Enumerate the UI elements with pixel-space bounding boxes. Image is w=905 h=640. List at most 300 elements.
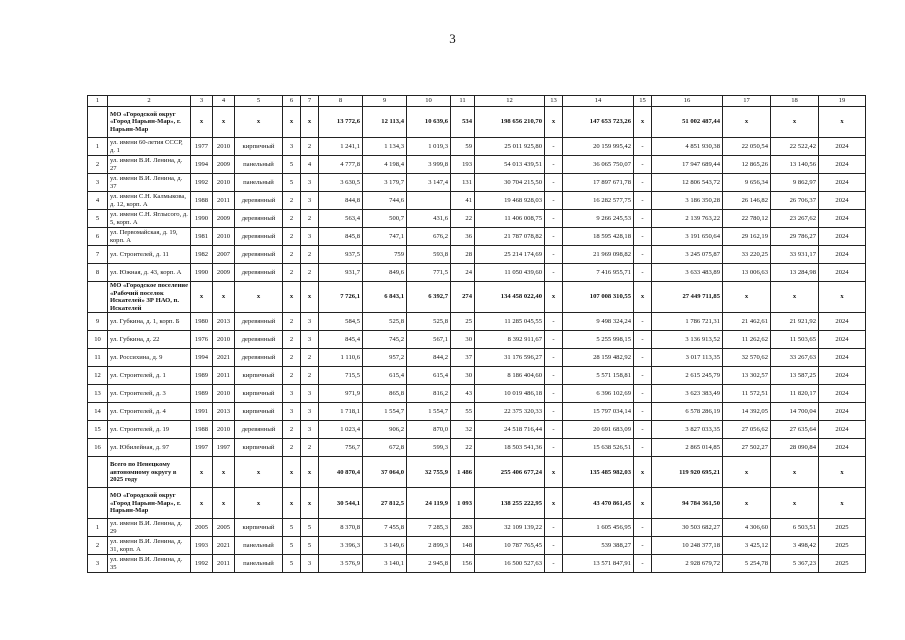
table-cell: 906,2 bbox=[363, 421, 407, 439]
table-cell: 19 468 928,03 bbox=[475, 192, 545, 210]
table-cell: 2011 bbox=[213, 192, 235, 210]
table-cell: - bbox=[545, 403, 563, 421]
table-row bbox=[88, 192, 866, 210]
table-cell: 3 bbox=[301, 313, 319, 331]
table-cell: 23 267,62 bbox=[771, 210, 819, 228]
table-cell: - bbox=[545, 331, 563, 349]
table-cell: 2010 bbox=[213, 138, 235, 156]
table-cell: 2 bbox=[283, 192, 301, 210]
table-cell: 12 865,26 bbox=[723, 156, 771, 174]
table-cell: 759 bbox=[363, 246, 407, 264]
table-cell: 18 503 541,36 bbox=[475, 439, 545, 457]
table-cell: 2024 bbox=[819, 385, 866, 403]
table-cell: 3 999,8 bbox=[407, 156, 451, 174]
table-cell: деревянный bbox=[235, 421, 283, 439]
table-cell: х bbox=[634, 282, 652, 313]
table-cell: х bbox=[819, 282, 866, 313]
table-cell: 2 bbox=[88, 537, 108, 555]
table-row bbox=[88, 367, 866, 385]
table-cell: х bbox=[235, 282, 283, 313]
table-cell: х bbox=[771, 457, 819, 488]
table-row bbox=[88, 349, 866, 367]
table-cell: 4 bbox=[301, 156, 319, 174]
table-cell: 43 bbox=[451, 385, 475, 403]
table-row bbox=[88, 156, 866, 174]
table-cell: 147 653 723,26 bbox=[563, 107, 634, 138]
table-cell: 30 704 215,50 bbox=[475, 174, 545, 192]
table-cell: 6 392,7 bbox=[407, 282, 451, 313]
address-cell: ул. имени В.И. Ленина, д. 35 bbox=[108, 555, 191, 573]
table-cell: 14 392,05 bbox=[723, 403, 771, 421]
table-cell: 18 595 428,18 bbox=[563, 228, 634, 246]
table-cell: 55 bbox=[451, 403, 475, 421]
table-cell: деревянный bbox=[235, 192, 283, 210]
table-cell: кирпичный bbox=[235, 385, 283, 403]
table-cell: 4 851 930,38 bbox=[652, 138, 723, 156]
table-cell: 33 267,63 bbox=[771, 349, 819, 367]
table-cell: 3 017 113,35 bbox=[652, 349, 723, 367]
table-cell: 3 623 383,49 bbox=[652, 385, 723, 403]
address-cell: ул. имени С.Н. Яглысого, д. 5, корп. А bbox=[108, 210, 191, 228]
table-cell: 1989 bbox=[191, 367, 213, 385]
table-cell: 7 455,8 bbox=[363, 519, 407, 537]
table-cell: 8 186 404,60 bbox=[475, 367, 545, 385]
table-cell: х bbox=[213, 457, 235, 488]
table-cell: х bbox=[191, 457, 213, 488]
table-cell: 2011 bbox=[213, 555, 235, 573]
table-cell: 7 416 955,71 bbox=[563, 264, 634, 282]
table-cell: панельный bbox=[235, 555, 283, 573]
table-cell: х bbox=[191, 107, 213, 138]
table-cell: х bbox=[771, 107, 819, 138]
table-row bbox=[88, 174, 866, 192]
table-cell: 1992 bbox=[191, 555, 213, 573]
table-cell: 1976 bbox=[191, 331, 213, 349]
table-cell: 16 500 527,63 bbox=[475, 555, 545, 573]
table-cell: 8 392 911,67 bbox=[475, 331, 545, 349]
table-cell: деревянный bbox=[235, 246, 283, 264]
table-cell: 745,2 bbox=[363, 331, 407, 349]
table-row bbox=[88, 228, 866, 246]
table-cell: 4 bbox=[88, 192, 108, 210]
table-cell: 12 113,4 bbox=[363, 107, 407, 138]
table-cell: - bbox=[545, 439, 563, 457]
table-cell: 17 897 671,78 bbox=[563, 174, 634, 192]
group-header-row bbox=[88, 282, 866, 313]
table-cell bbox=[88, 107, 108, 138]
table-cell: 1 134,3 bbox=[363, 138, 407, 156]
table-cell: - bbox=[634, 403, 652, 421]
table-cell: 1980 bbox=[191, 313, 213, 331]
table-cell: 3 186 350,28 bbox=[652, 192, 723, 210]
table-cell: 567,1 bbox=[407, 331, 451, 349]
table-cell: 2013 bbox=[213, 403, 235, 421]
table-cell: 747,1 bbox=[363, 228, 407, 246]
table-cell: 2 139 763,22 bbox=[652, 210, 723, 228]
table-cell: 7 bbox=[88, 246, 108, 264]
table-cell: х bbox=[723, 282, 771, 313]
table-cell: 119 920 695,21 bbox=[652, 457, 723, 488]
table-cell: 1 241,1 bbox=[319, 138, 363, 156]
table-cell: - bbox=[634, 537, 652, 555]
table-cell: х bbox=[819, 107, 866, 138]
table-cell: 6 bbox=[88, 228, 108, 246]
table-cell: 676,2 bbox=[407, 228, 451, 246]
table-cell: 2025 bbox=[819, 537, 866, 555]
table-cell: 599,3 bbox=[407, 439, 451, 457]
table-cell: 593,8 bbox=[407, 246, 451, 264]
table-cell: 5 571 158,81 bbox=[563, 367, 634, 385]
table-cell: 2024 bbox=[819, 210, 866, 228]
table-cell: 9 498 324,24 bbox=[563, 313, 634, 331]
address-cell: ул. Россихина, д. 9 bbox=[108, 349, 191, 367]
table-cell: 771,5 bbox=[407, 264, 451, 282]
table-cell: 4 306,60 bbox=[723, 519, 771, 537]
table-header-row bbox=[88, 96, 866, 107]
table-cell: 11 262,62 bbox=[723, 331, 771, 349]
table-cell: - bbox=[545, 264, 563, 282]
table-cell: 5 bbox=[301, 537, 319, 555]
table-cell: 24 119,9 bbox=[407, 488, 451, 519]
table-cell: - bbox=[545, 421, 563, 439]
table-cell: 11 503,65 bbox=[771, 331, 819, 349]
table-cell: 15 797 034,14 bbox=[563, 403, 634, 421]
header-cell: 15 bbox=[634, 96, 652, 107]
table-cell: 94 784 361,50 bbox=[652, 488, 723, 519]
table-cell: - bbox=[545, 555, 563, 573]
table-cell: х bbox=[634, 488, 652, 519]
table-cell: 3 179,7 bbox=[363, 174, 407, 192]
table-cell: 22 bbox=[451, 439, 475, 457]
table-cell: 37 bbox=[451, 349, 475, 367]
table-cell: 3 bbox=[88, 555, 108, 573]
table-cell: - bbox=[634, 210, 652, 228]
table-cell: 30 bbox=[451, 367, 475, 385]
table-cell: х bbox=[235, 107, 283, 138]
table-cell: панельный bbox=[235, 174, 283, 192]
table-cell: - bbox=[545, 519, 563, 537]
table-cell: 54 013 439,51 bbox=[475, 156, 545, 174]
data-table bbox=[87, 95, 866, 573]
table-cell: 3 bbox=[301, 403, 319, 421]
table-cell: 2024 bbox=[819, 367, 866, 385]
table-cell: 3 bbox=[283, 385, 301, 403]
table-cell: 12 bbox=[88, 367, 108, 385]
table-cell: 756,7 bbox=[319, 439, 363, 457]
table-cell: - bbox=[634, 174, 652, 192]
table-cell: 1977 bbox=[191, 138, 213, 156]
table-cell: 11 050 439,60 bbox=[475, 264, 545, 282]
table-cell: 3 bbox=[301, 331, 319, 349]
table-cell: 7 285,3 bbox=[407, 519, 451, 537]
table-cell: 134 458 022,40 bbox=[475, 282, 545, 313]
table-cell: 28 090,84 bbox=[771, 439, 819, 457]
table-cell: - bbox=[634, 246, 652, 264]
table-cell: - bbox=[545, 385, 563, 403]
table-cell: 816,2 bbox=[407, 385, 451, 403]
table-cell: 9 862,97 bbox=[771, 174, 819, 192]
table-cell: х bbox=[283, 282, 301, 313]
table-cell: 2 bbox=[283, 421, 301, 439]
table-cell: х bbox=[213, 488, 235, 519]
table-cell: 156 bbox=[451, 555, 475, 573]
header-cell: 10 bbox=[407, 96, 451, 107]
table-cell: - bbox=[634, 156, 652, 174]
group-header-row bbox=[88, 488, 866, 519]
table-cell: 3 bbox=[283, 138, 301, 156]
table-cell: - bbox=[634, 228, 652, 246]
table-cell: 4 198,4 bbox=[363, 156, 407, 174]
table-cell: - bbox=[545, 138, 563, 156]
table-cell: 3 149,6 bbox=[363, 537, 407, 555]
table-cell: 3 630,5 bbox=[319, 174, 363, 192]
table-cell: 1991 bbox=[191, 403, 213, 421]
table-cell: 2 bbox=[283, 367, 301, 385]
table-row bbox=[88, 519, 866, 537]
address-cell: ул. имени В.И. Ленина, д. 29 bbox=[108, 519, 191, 537]
table-cell: 3 498,42 bbox=[771, 537, 819, 555]
table-cell: 1 019,3 bbox=[407, 138, 451, 156]
table-cell: деревянный bbox=[235, 210, 283, 228]
table-cell: 2010 bbox=[213, 174, 235, 192]
table-row bbox=[88, 439, 866, 457]
table-cell: х bbox=[634, 107, 652, 138]
header-cell: 16 bbox=[652, 96, 723, 107]
table-cell: 3 136 913,52 bbox=[652, 331, 723, 349]
address-cell: ул. имени В.И. Ленина, д. 27 bbox=[108, 156, 191, 174]
address-cell: ул. имени В.И. Ленина, д. 37 bbox=[108, 174, 191, 192]
table-cell: 2009 bbox=[213, 210, 235, 228]
table-cell: 11 bbox=[88, 349, 108, 367]
table-cell: 2024 bbox=[819, 264, 866, 282]
table-cell: х bbox=[191, 282, 213, 313]
table-cell: 1989 bbox=[191, 385, 213, 403]
table-cell: 2 bbox=[301, 439, 319, 457]
header-cell: 3 bbox=[191, 96, 213, 107]
header-cell: 5 bbox=[235, 96, 283, 107]
table-cell: 36 065 750,07 bbox=[563, 156, 634, 174]
table-cell: 28 159 482,92 bbox=[563, 349, 634, 367]
header-cell: 1 bbox=[88, 96, 108, 107]
table-cell: 1 554,7 bbox=[407, 403, 451, 421]
table-cell: х bbox=[301, 282, 319, 313]
table-cell: 2024 bbox=[819, 246, 866, 264]
table-cell: х bbox=[771, 488, 819, 519]
table-cell: 28 bbox=[451, 246, 475, 264]
table-cell: 870,0 bbox=[407, 421, 451, 439]
table-cell: кирпичный bbox=[235, 403, 283, 421]
table-cell: 22 bbox=[451, 210, 475, 228]
table-cell: 672,8 bbox=[363, 439, 407, 457]
table-cell: 14 700,04 bbox=[771, 403, 819, 421]
table-cell: 525,8 bbox=[363, 313, 407, 331]
table-cell: 13 772,6 bbox=[319, 107, 363, 138]
table-cell: 30 503 682,27 bbox=[652, 519, 723, 537]
table-cell: 1993 bbox=[191, 537, 213, 555]
table-cell: х bbox=[283, 107, 301, 138]
table-cell: 2011 bbox=[213, 367, 235, 385]
table-cell: 32 755,9 bbox=[407, 457, 451, 488]
table-cell: 2007 bbox=[213, 246, 235, 264]
table-cell: 844,2 bbox=[407, 349, 451, 367]
table-cell: 2024 bbox=[819, 403, 866, 421]
table-cell: 2024 bbox=[819, 228, 866, 246]
table-cell: 13 140,56 bbox=[771, 156, 819, 174]
table-cell: 2 bbox=[283, 228, 301, 246]
table-cell: 9 266 245,53 bbox=[563, 210, 634, 228]
table-cell: 29 786,27 bbox=[771, 228, 819, 246]
table-cell: х bbox=[723, 107, 771, 138]
table-cell: 5 367,23 bbox=[771, 555, 819, 573]
table-cell: - bbox=[634, 264, 652, 282]
table-cell: 3 191 650,64 bbox=[652, 228, 723, 246]
table-cell: 1992 bbox=[191, 174, 213, 192]
table-cell: 5 254,78 bbox=[723, 555, 771, 573]
header-cell: 4 bbox=[213, 96, 235, 107]
page-number: 3 bbox=[449, 31, 456, 46]
table-cell: 283 bbox=[451, 519, 475, 537]
address-cell: МО «Городское поселение «Рабочий поселок Искателей» ЗР НАО, п. Искателей bbox=[108, 282, 191, 313]
table-cell: 2005 bbox=[191, 519, 213, 537]
table-cell: 10 787 765,45 bbox=[475, 537, 545, 555]
table-cell: х bbox=[301, 457, 319, 488]
table-cell: 107 008 310,55 bbox=[563, 282, 634, 313]
table-cell: 1988 bbox=[191, 421, 213, 439]
table-cell: 1982 bbox=[191, 246, 213, 264]
table-cell: панельный bbox=[235, 156, 283, 174]
table-cell: х bbox=[213, 282, 235, 313]
table-cell: 744,6 bbox=[363, 192, 407, 210]
table-cell: деревянный bbox=[235, 264, 283, 282]
table-cell: 193 bbox=[451, 156, 475, 174]
table-cell: 26 146,82 bbox=[723, 192, 771, 210]
address-cell: ул. Строителей, д. 11 bbox=[108, 246, 191, 264]
table-cell: 1994 bbox=[191, 349, 213, 367]
table-cell: 9 bbox=[88, 313, 108, 331]
table-cell: 2025 bbox=[819, 519, 866, 537]
table-cell: 957,2 bbox=[363, 349, 407, 367]
table-cell: 2 bbox=[301, 210, 319, 228]
table-cell: - bbox=[545, 228, 563, 246]
table-cell: 1990 bbox=[191, 264, 213, 282]
table-cell: 11 406 008,75 bbox=[475, 210, 545, 228]
table-cell: - bbox=[634, 138, 652, 156]
table-cell: 1 486 bbox=[451, 457, 475, 488]
table-row bbox=[88, 210, 866, 228]
table-cell: 1994 bbox=[191, 156, 213, 174]
table-cell: 2 bbox=[88, 156, 108, 174]
address-cell: ул. Строителей, д. 1 bbox=[108, 367, 191, 385]
table-cell: х bbox=[283, 488, 301, 519]
table-cell: 931,7 bbox=[319, 264, 363, 282]
address-cell: ул. имени В.И. Ленина, д. 31, корп. А bbox=[108, 537, 191, 555]
table-cell: 22 375 320,33 bbox=[475, 403, 545, 421]
table-cell: 13 302,57 bbox=[723, 367, 771, 385]
header-cell: 18 bbox=[771, 96, 819, 107]
table-cell: 10 639,6 bbox=[407, 107, 451, 138]
table-row bbox=[88, 421, 866, 439]
table-cell: 10 bbox=[88, 331, 108, 349]
table-cell: 59 bbox=[451, 138, 475, 156]
table-cell: 8 370,8 bbox=[319, 519, 363, 537]
table-cell: х bbox=[545, 488, 563, 519]
table-cell: 615,4 bbox=[407, 367, 451, 385]
table-cell: 2005 bbox=[213, 519, 235, 537]
table-cell: - bbox=[634, 331, 652, 349]
table-cell: 37 064,0 bbox=[363, 457, 407, 488]
table-cell: 584,5 bbox=[319, 313, 363, 331]
table-cell: 13 587,25 bbox=[771, 367, 819, 385]
table-cell: 971,9 bbox=[319, 385, 363, 403]
table-cell: х bbox=[235, 457, 283, 488]
table-cell: кирпичный bbox=[235, 138, 283, 156]
table-cell: 2010 bbox=[213, 228, 235, 246]
table-cell: 27 502,27 bbox=[723, 439, 771, 457]
table-cell: 1 605 456,95 bbox=[563, 519, 634, 537]
table-cell: х bbox=[235, 488, 283, 519]
table-cell: 3 425,12 bbox=[723, 537, 771, 555]
table-cell: 2 bbox=[301, 367, 319, 385]
table-cell: 33 931,17 bbox=[771, 246, 819, 264]
table-row bbox=[88, 264, 866, 282]
table-cell: х bbox=[634, 457, 652, 488]
group-header-row bbox=[88, 107, 866, 138]
table-cell: х bbox=[213, 107, 235, 138]
table-cell: 6 503,51 bbox=[771, 519, 819, 537]
table-cell: 2010 bbox=[213, 421, 235, 439]
table-cell: - bbox=[634, 555, 652, 573]
table-cell: х bbox=[771, 282, 819, 313]
table-cell: - bbox=[634, 519, 652, 537]
table-cell: 6 396 102,69 bbox=[563, 385, 634, 403]
address-cell: ул. Юбилейная, д. 97 bbox=[108, 439, 191, 457]
table-cell: 25 bbox=[451, 313, 475, 331]
table-cell: 2 bbox=[283, 313, 301, 331]
table-cell: х bbox=[723, 457, 771, 488]
table-cell: 15 638 526,51 bbox=[563, 439, 634, 457]
table-cell: 3 633 483,89 bbox=[652, 264, 723, 282]
table-cell: 20 159 995,42 bbox=[563, 138, 634, 156]
table-cell: 13 571 847,91 bbox=[563, 555, 634, 573]
table-cell: 3 576,9 bbox=[319, 555, 363, 573]
address-cell: Всего по Ненецкому автономному округу в 2025 году bbox=[108, 457, 191, 488]
table-cell: х bbox=[545, 107, 563, 138]
table-cell: 36 bbox=[451, 228, 475, 246]
table-cell: х bbox=[819, 488, 866, 519]
table-cell: 40 870,4 bbox=[319, 457, 363, 488]
table-cell: - bbox=[634, 367, 652, 385]
address-cell: МО «Городской округ «Город Нарьян-Мар», г. Нарьян-Мар bbox=[108, 488, 191, 519]
table-row bbox=[88, 555, 866, 573]
table-cell: 2 bbox=[301, 264, 319, 282]
table-cell: 2 bbox=[301, 349, 319, 367]
table-cell bbox=[88, 488, 108, 519]
table-cell: 2 bbox=[283, 264, 301, 282]
table-cell: 1 110,6 bbox=[319, 349, 363, 367]
address-cell: МО «Городской округ «Город Нарьян-Мар», г. Нарьян-Мар bbox=[108, 107, 191, 138]
table-cell: 937,5 bbox=[319, 246, 363, 264]
table-cell: 2021 bbox=[213, 537, 235, 555]
table-cell: 30 bbox=[451, 331, 475, 349]
table-cell: 3 827 033,35 bbox=[652, 421, 723, 439]
table-cell: 27 635,64 bbox=[771, 421, 819, 439]
table-cell: х bbox=[191, 488, 213, 519]
table-cell: 2 bbox=[283, 439, 301, 457]
table-cell: 3 bbox=[301, 228, 319, 246]
table-cell: 29 162,19 bbox=[723, 228, 771, 246]
table-cell: 31 176 596,27 bbox=[475, 349, 545, 367]
table-cell: - bbox=[634, 385, 652, 403]
